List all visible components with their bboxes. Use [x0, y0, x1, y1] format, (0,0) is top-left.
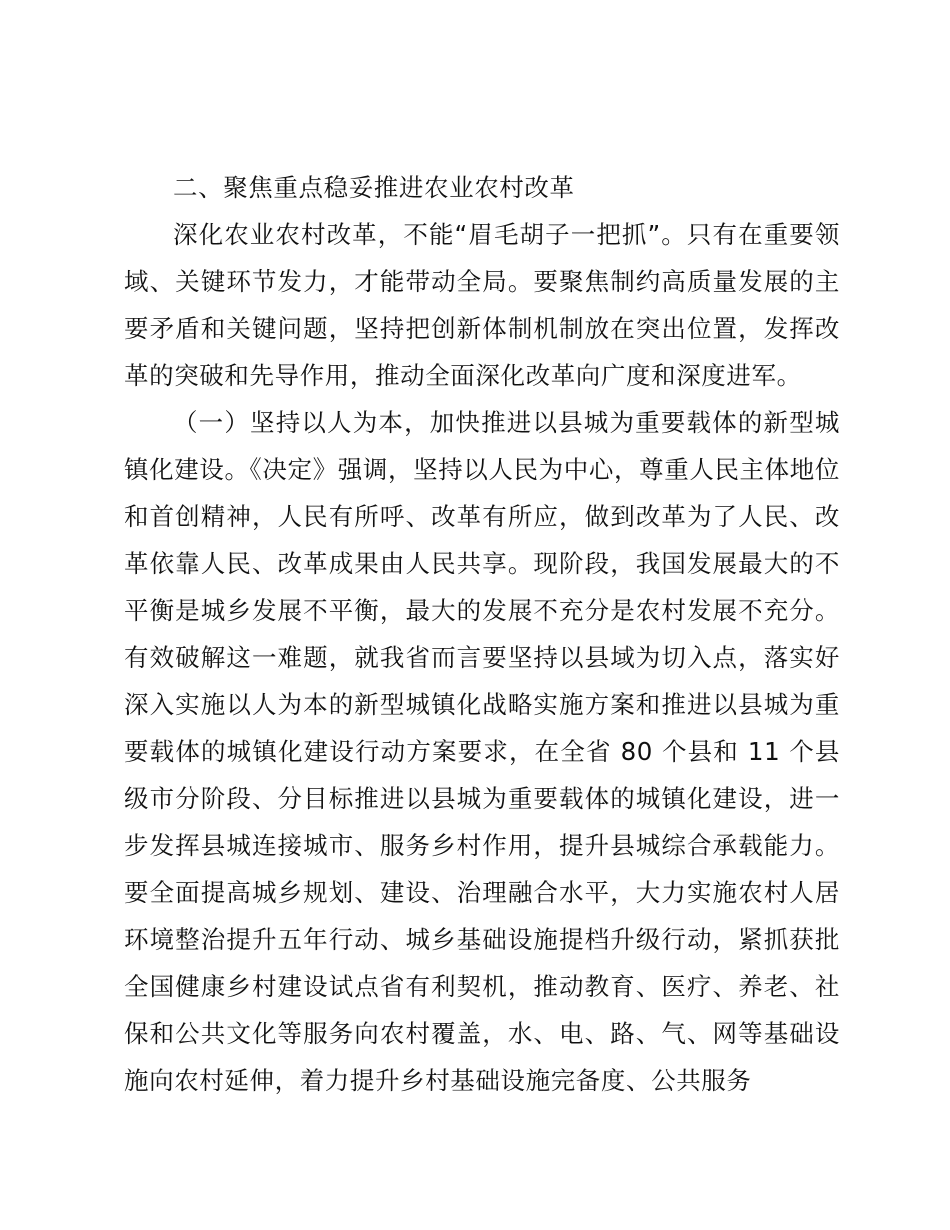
section-heading: 二、聚焦重点稳妥推进农业农村改革	[173, 173, 575, 202]
document-body	[124, 164, 840, 1104]
paragraph-intro: 深化农业农村改革，不能“眉毛胡子一把抓”。只有在重要领域、关键环节发力，才能带动全局。要聚焦制约高质量发展的主要矛盾和关键问题，坚持把创新体制机制放在突出位置，发挥改革的突破和先导作用，推动全面深化改革向广度和深度进军。	[124, 220, 840, 390]
paragraph-subsection-1: （一）坚持以人为本，加快推进以县城为重要载体的新型城镇化建设。《决定》强调，坚持以人民为中心，尊重人民主体地位和首创精神，人民有所呼、改革有所应，做到改革为了人民、改革依靠人民、改革成果由人民共享。现阶段，我国发展最大的不平衡是城乡发展不平衡，最大的发展不充分是农村发展不充分。有效破解这一难题，就我省而言要坚持以县域为切入点，落实好深入实施以人为本的新型城镇化战略实施方案和推进以县城为重要载体的城镇化建设行动方案要求，在全省 80 个县和 11 个县级市分阶段、分目标推进以县城为重要载体的城镇化建设，进一步发挥县城连接城市、服务乡村作用，提升县城综合承载能力。要全面提高城乡规划、建设、治理融合水平，大力实施农村人居环境整治提升五年行动、城乡基础设施提档升级行动，紧抓获批全国健康乡村建设试点省有利契机，推动教育、医疗、养老、社保和公共文化等服务向农村覆盖，水、电、路、气、网等基础设施向农村延伸，着力提升乡村基础设施完备度、公共服务	[124, 408, 840, 1095]
